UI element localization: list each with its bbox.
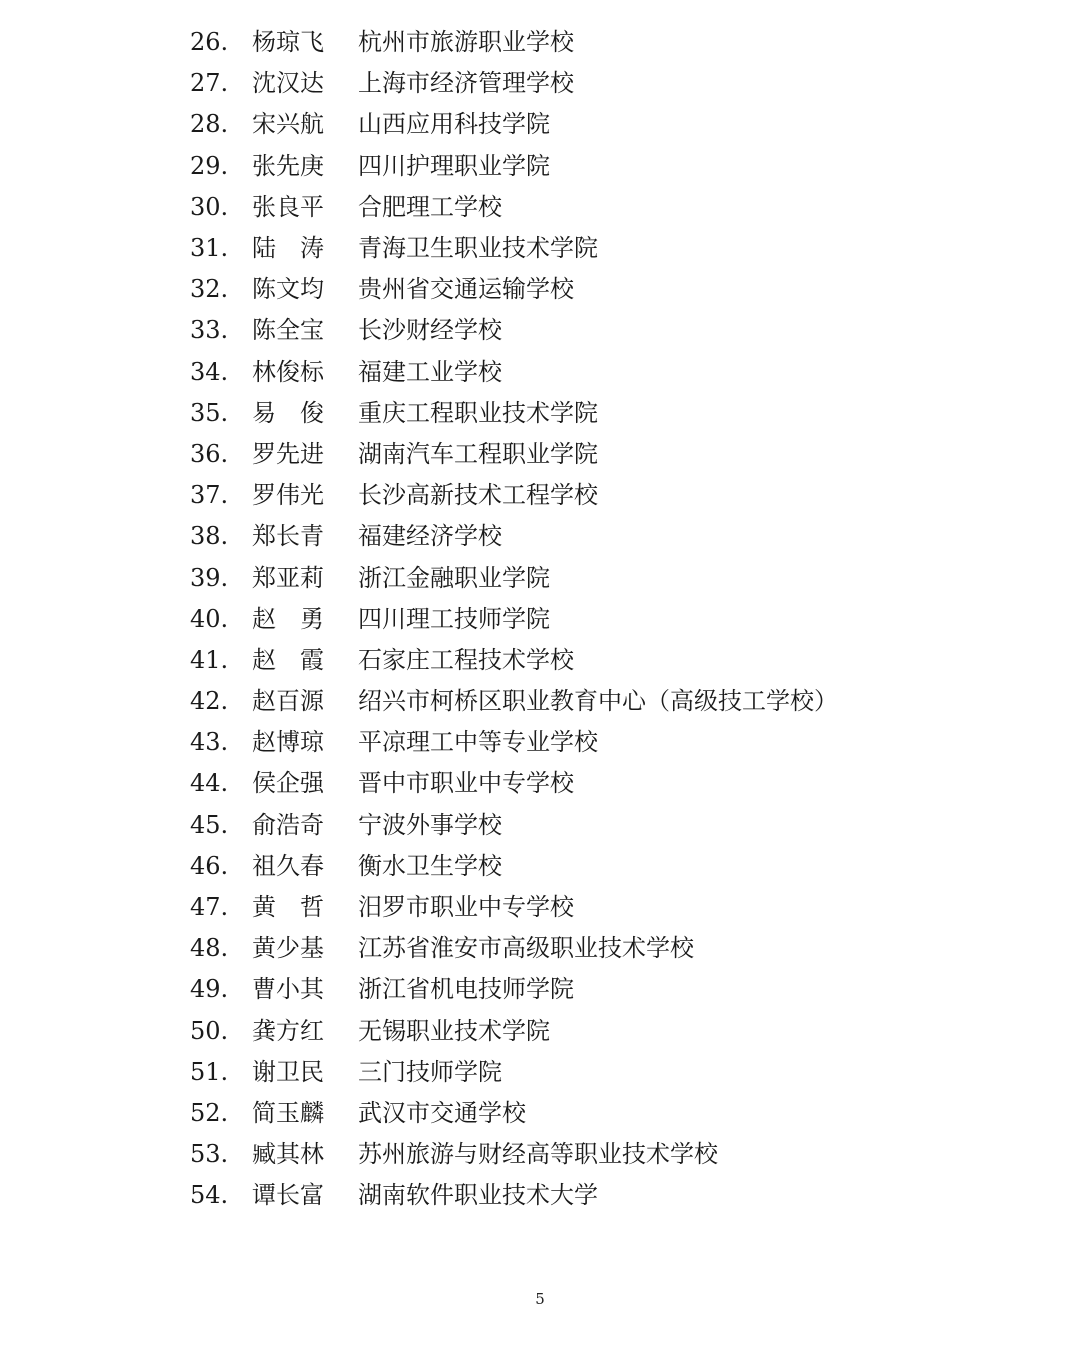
entry-school: 重庆工程职业技术学院 bbox=[358, 398, 598, 427]
entry-number: 27. bbox=[190, 69, 229, 98]
list-item bbox=[190, 393, 1050, 434]
entry-school: 四川理工技师学院 bbox=[358, 604, 550, 633]
entry-school: 无锡职业技术学院 bbox=[358, 1016, 550, 1045]
list-item bbox=[190, 1011, 1050, 1052]
list-item bbox=[190, 22, 1050, 63]
entry-school: 四川护理职业学院 bbox=[358, 151, 550, 180]
entry-number: 31. bbox=[190, 234, 229, 263]
entry-school: 福建经济学校 bbox=[358, 522, 502, 551]
entry-number: 54. bbox=[190, 1181, 229, 1210]
list-item bbox=[190, 640, 1050, 681]
entry-name: 俞浩奇 bbox=[252, 810, 324, 839]
entry-school: 湖南汽车工程职业学院 bbox=[358, 439, 598, 468]
entry-name: 张先庚 bbox=[252, 151, 324, 180]
entry-name: 臧其林 bbox=[252, 1140, 324, 1169]
entry-number: 53. bbox=[190, 1140, 229, 1169]
entry-number: 49. bbox=[190, 975, 229, 1004]
entry-name: 罗先进 bbox=[252, 439, 324, 468]
entry-number: 26. bbox=[190, 28, 229, 57]
entry-name: 侯企强 bbox=[252, 769, 324, 798]
entry-number: 30. bbox=[190, 192, 229, 221]
entry-number: 35. bbox=[190, 398, 229, 427]
entry-school: 湖南软件职业技术大学 bbox=[358, 1181, 598, 1210]
entry-name: 赵博琼 bbox=[252, 728, 324, 757]
list-item bbox=[190, 434, 1050, 475]
list-item bbox=[190, 516, 1050, 557]
entry-number: 38. bbox=[190, 522, 229, 551]
entry-number: 45. bbox=[190, 810, 229, 839]
entry-school: 浙江省机电技师学院 bbox=[358, 975, 574, 1004]
entry-school: 长沙高新技术工程学校 bbox=[358, 481, 598, 510]
entry-school: 山西应用科技学院 bbox=[358, 110, 550, 139]
entry-number: 44. bbox=[190, 769, 229, 798]
entry-number: 43. bbox=[190, 728, 229, 757]
entry-name: 赵 勇 bbox=[252, 604, 324, 633]
entry-school: 上海市经济管理学校 bbox=[358, 69, 574, 98]
list-item bbox=[190, 1134, 1050, 1175]
list-item bbox=[190, 969, 1050, 1010]
list-item bbox=[190, 104, 1050, 145]
list-item bbox=[190, 681, 1050, 722]
entry-number: 34. bbox=[190, 357, 229, 386]
list-item bbox=[190, 722, 1050, 763]
entry-school: 武汉市交通学校 bbox=[358, 1098, 526, 1127]
entry-number: 47. bbox=[190, 893, 229, 922]
list-item bbox=[190, 63, 1050, 104]
entry-school: 长沙财经学校 bbox=[358, 316, 502, 345]
entry-number: 42. bbox=[190, 687, 229, 716]
entry-number: 46. bbox=[190, 851, 229, 880]
entry-school: 绍兴市柯桥区职业教育中心（高级技工学校） bbox=[358, 687, 838, 716]
entry-number: 51. bbox=[190, 1057, 229, 1086]
entry-name: 祖久春 bbox=[252, 851, 324, 880]
entry-name: 杨琼飞 bbox=[252, 28, 324, 57]
entry-school: 衡水卫生学校 bbox=[358, 851, 502, 880]
list-item bbox=[190, 1175, 1050, 1216]
entry-name: 陈文均 bbox=[252, 275, 324, 304]
entry-school: 晋中市职业中专学校 bbox=[358, 769, 574, 798]
entry-number: 32. bbox=[190, 275, 229, 304]
entry-name: 黄少基 bbox=[252, 934, 324, 963]
list-item bbox=[190, 763, 1050, 804]
list-item bbox=[190, 805, 1050, 846]
entry-school: 合肥理工学校 bbox=[358, 192, 502, 221]
entry-number: 39. bbox=[190, 563, 229, 592]
entry-name: 林俊标 bbox=[252, 357, 324, 386]
entry-number: 33. bbox=[190, 316, 229, 345]
entry-school: 汨罗市职业中专学校 bbox=[358, 893, 574, 922]
entry-school: 贵州省交通运输学校 bbox=[358, 275, 574, 304]
entry-number: 37. bbox=[190, 481, 229, 510]
entry-name: 张良平 bbox=[252, 192, 324, 221]
entry-school: 三门技师学院 bbox=[358, 1057, 502, 1086]
entry-name: 黄 哲 bbox=[252, 893, 324, 922]
entry-name: 简玉麟 bbox=[252, 1098, 324, 1127]
entry-name: 龚方红 bbox=[252, 1016, 324, 1045]
list-item bbox=[190, 146, 1050, 187]
list-item bbox=[190, 228, 1050, 269]
list-item bbox=[190, 599, 1050, 640]
entry-number: 41. bbox=[190, 645, 229, 674]
page-number: 5 bbox=[535, 1290, 545, 1308]
entry-name: 易 俊 bbox=[252, 398, 324, 427]
entry-name: 赵百源 bbox=[252, 687, 324, 716]
list-item bbox=[190, 269, 1050, 310]
entry-name: 宋兴航 bbox=[252, 110, 324, 139]
entry-school: 宁波外事学校 bbox=[358, 810, 502, 839]
entry-number: 52. bbox=[190, 1098, 229, 1127]
entry-name: 郑亚莉 bbox=[252, 563, 324, 592]
list-item bbox=[190, 557, 1050, 598]
entry-number: 29. bbox=[190, 151, 229, 180]
entry-school: 苏州旅游与财经高等职业技术学校 bbox=[358, 1140, 718, 1169]
list-item bbox=[190, 475, 1050, 516]
entry-name: 郑长青 bbox=[252, 522, 324, 551]
entry-name: 沈汉达 bbox=[252, 69, 324, 98]
list-item bbox=[190, 352, 1050, 393]
entry-name: 赵 霞 bbox=[252, 645, 324, 674]
list-item bbox=[190, 846, 1050, 887]
entry-school: 杭州市旅游职业学校 bbox=[358, 28, 574, 57]
list-item bbox=[190, 187, 1050, 228]
entry-name: 陆 涛 bbox=[252, 234, 324, 263]
entry-number: 28. bbox=[190, 110, 229, 139]
entry-school: 石家庄工程技术学校 bbox=[358, 645, 574, 674]
entry-number: 36. bbox=[190, 439, 229, 468]
entry-school: 青海卫生职业技术学院 bbox=[358, 234, 598, 263]
entry-school: 浙江金融职业学院 bbox=[358, 563, 550, 592]
list-item bbox=[190, 1052, 1050, 1093]
list-item bbox=[190, 1093, 1050, 1134]
entry-number: 50. bbox=[190, 1016, 229, 1045]
list-item bbox=[190, 887, 1050, 928]
entry-school: 福建工业学校 bbox=[358, 357, 502, 386]
list-item bbox=[190, 928, 1050, 969]
entry-name: 曹小其 bbox=[252, 975, 324, 1004]
entry-name: 陈全宝 bbox=[252, 316, 324, 345]
entry-name: 谢卫民 bbox=[252, 1057, 324, 1086]
entry-school: 江苏省淮安市高级职业技术学校 bbox=[358, 934, 694, 963]
entry-number: 48. bbox=[190, 934, 229, 963]
name-list bbox=[190, 22, 1050, 1216]
entry-number: 40. bbox=[190, 604, 229, 633]
entry-name: 罗伟光 bbox=[252, 481, 324, 510]
entry-school: 平凉理工中等专业学校 bbox=[358, 728, 598, 757]
list-item bbox=[190, 310, 1050, 351]
entry-name: 谭长富 bbox=[252, 1181, 324, 1210]
